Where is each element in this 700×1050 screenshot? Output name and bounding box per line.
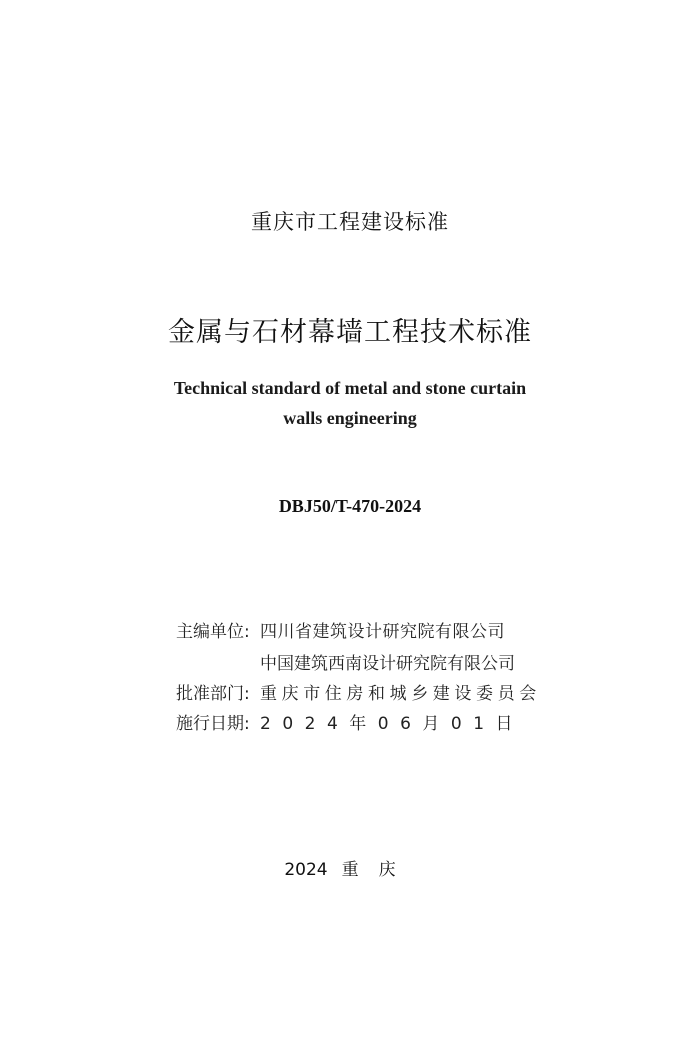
effective-date-row	[176, 712, 524, 736]
effective-date: 2024年06月01日	[260, 714, 525, 734]
effective-label: 施行日期:	[176, 714, 250, 734]
chief-editor-row	[176, 620, 505, 644]
footer-year: 2024	[284, 860, 328, 880]
footer	[0, 855, 700, 880]
english-title-line1: Technical standard of metal and stone curtain	[173, 378, 527, 398]
approval-label: 批准部门:	[176, 684, 250, 704]
english-title-line2: walls engineering	[283, 408, 417, 428]
main-title: 金属与石材幕墙工程技术标准	[168, 317, 532, 348]
chief-editor-label: 主编单位:	[176, 622, 250, 642]
chief-editor-2: 中国建筑西南设计研究院有限公司	[260, 654, 515, 674]
chief-editor-row-2	[176, 652, 515, 676]
series-title: 重庆市工程建设标准	[251, 210, 449, 234]
approval-row	[176, 682, 541, 706]
chief-editor-1: 四川省建筑设计研究院有限公司	[260, 622, 505, 642]
approval-dept: 重庆市住房和城乡建设委员会	[260, 684, 541, 704]
standard-code: DBJ50/T-470-2024	[278, 496, 422, 516]
footer-city: 重庆	[341, 860, 416, 880]
